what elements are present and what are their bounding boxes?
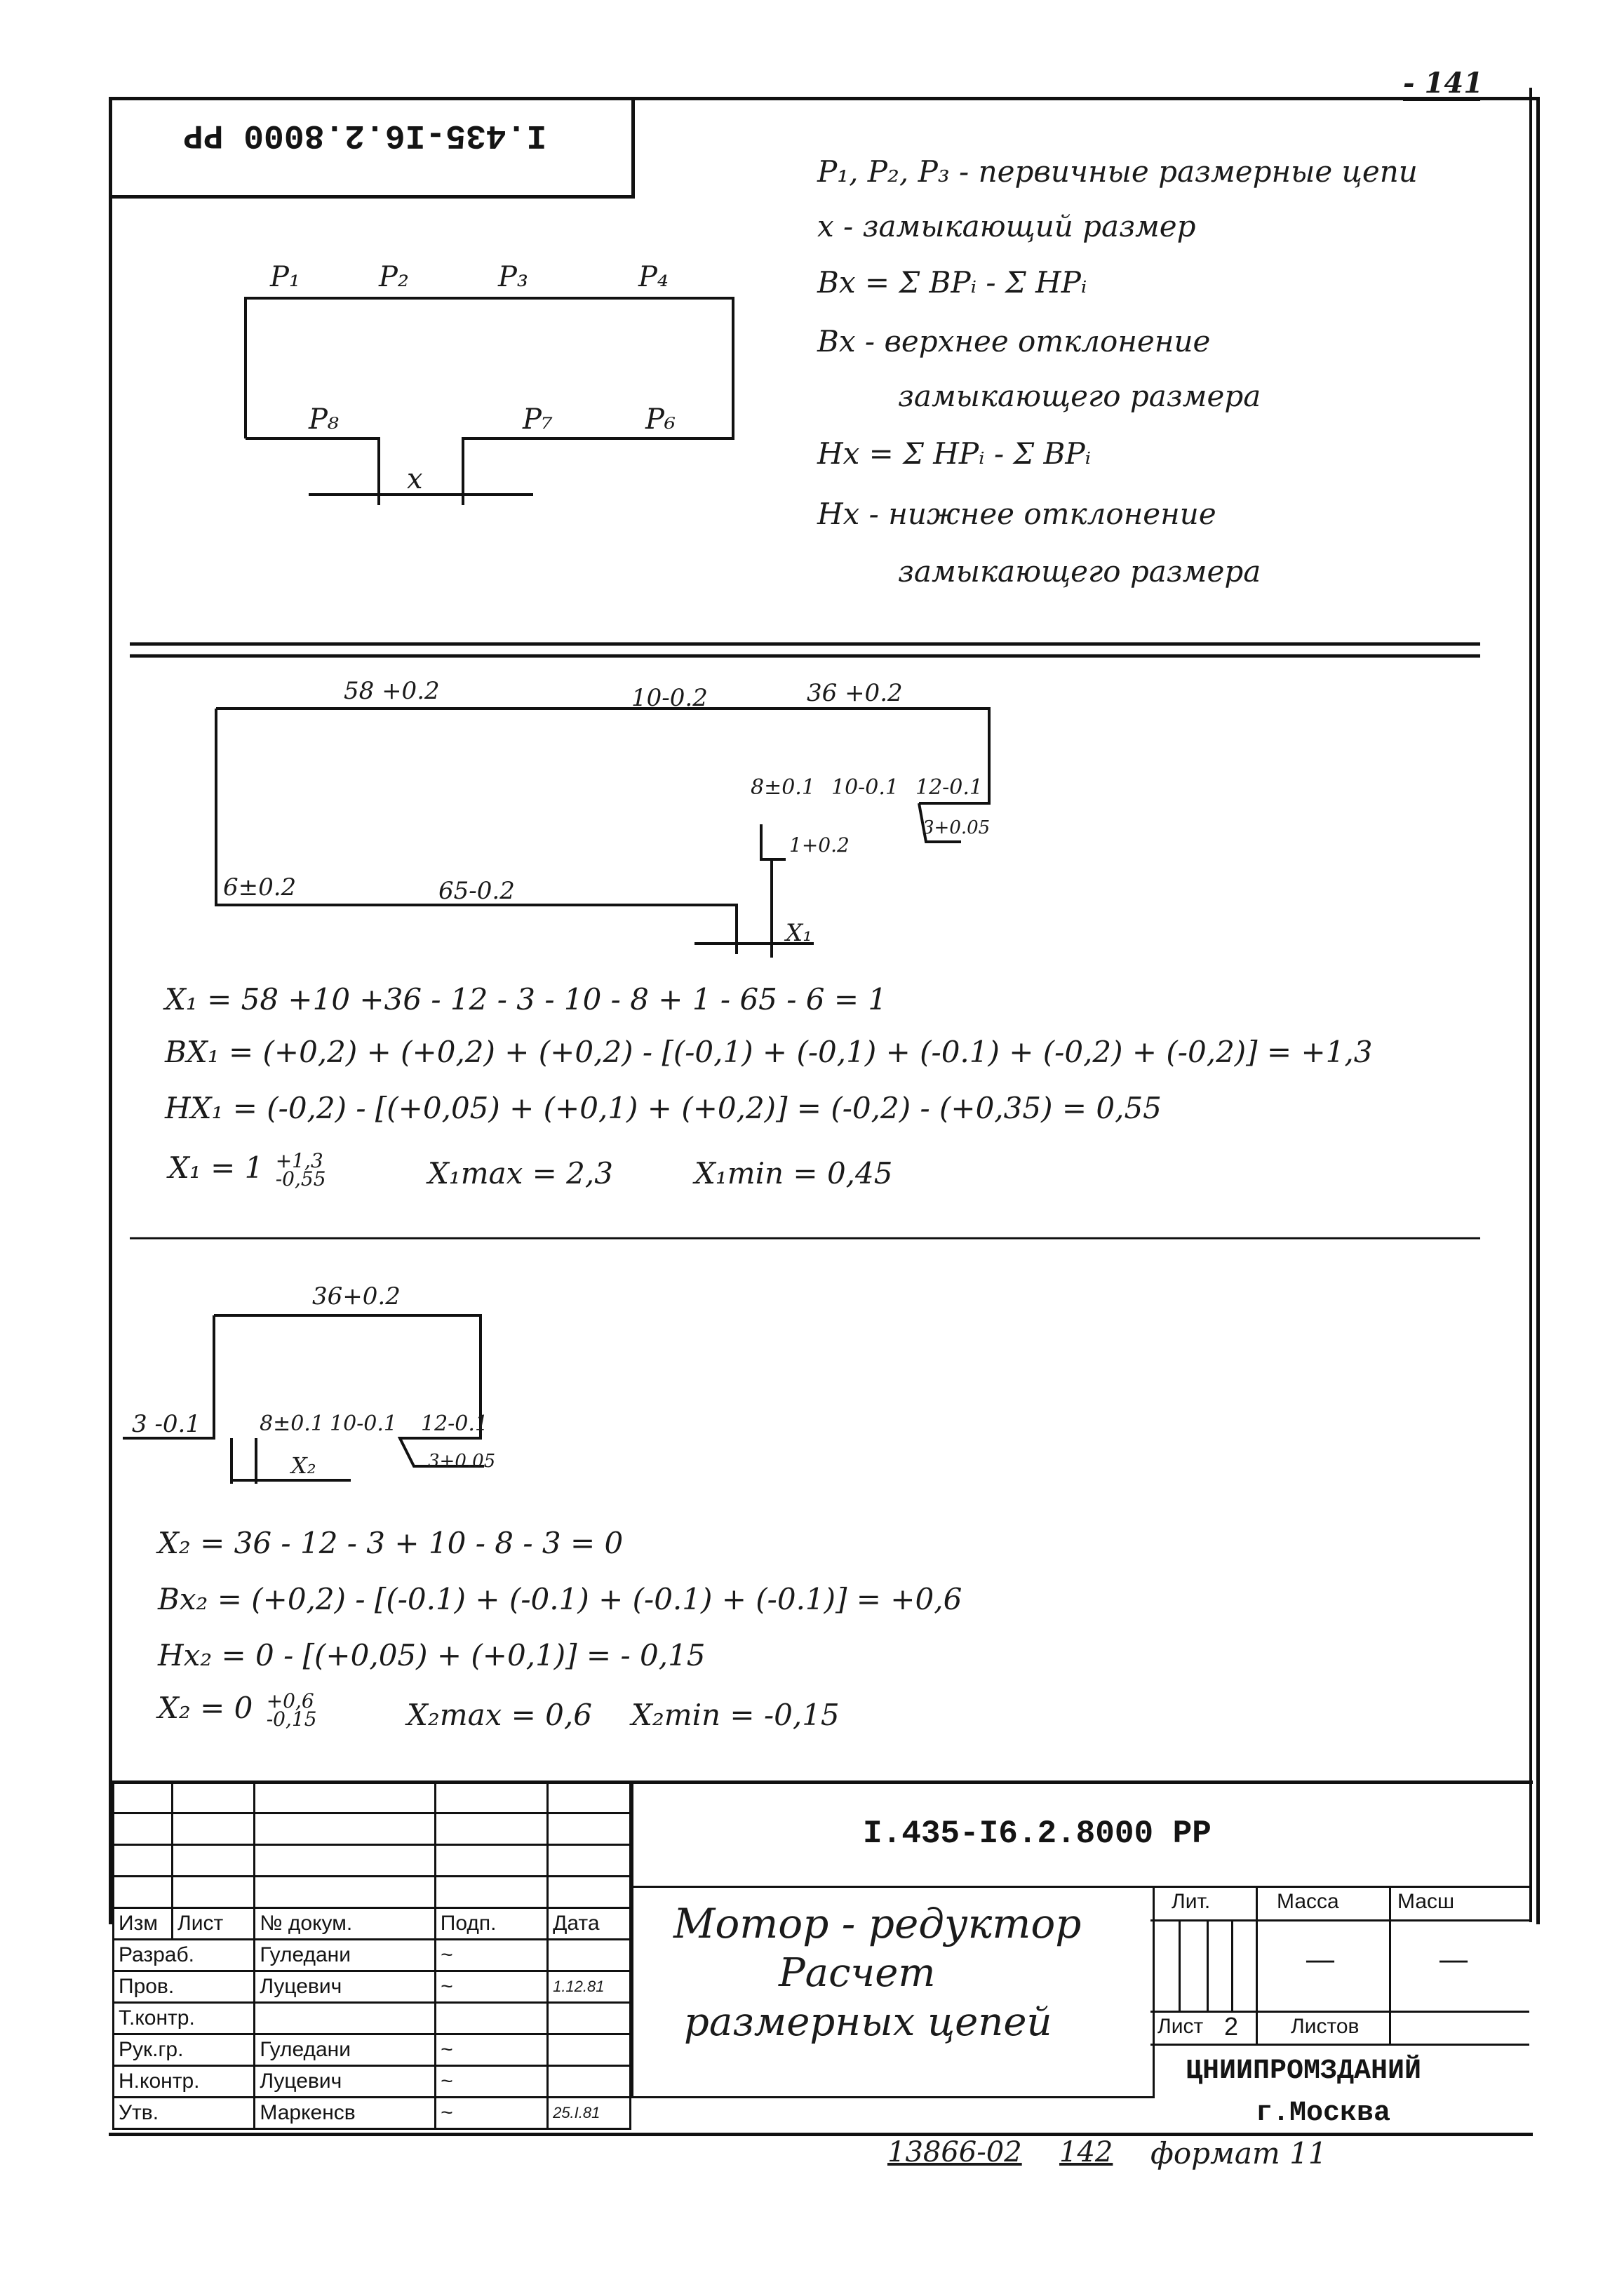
name-nkontr: Луцевич <box>255 2066 435 2098</box>
stamp-scale-val: — <box>1438 1942 1469 1978</box>
calc1-line-1: X₁ = 58 +10 +36 - 12 - 3 - 10 - 8 + 1 - 65 - 6 = 1 <box>165 982 887 1017</box>
stamp-lit-div2 <box>1207 1919 1209 2011</box>
row-nkontr: Н.контр. <box>114 2066 255 2098</box>
diag3-dim-4: 10-0.1 <box>330 1411 398 1436</box>
legend-line-6: Hx = Σ HPᵢ - Σ BPᵢ <box>817 436 1092 471</box>
col-doc: № докум. <box>255 1908 435 1940</box>
calc1-min: X₁min = 0,45 <box>694 1156 893 1191</box>
footer-format: формат 11 <box>1150 2136 1327 2171</box>
stamp-mass-val: — <box>1305 1942 1336 1978</box>
row-rukgr: Рук.гр. <box>114 2034 255 2066</box>
calc1-tolerance <box>168 1149 326 1191</box>
calc2-line-1: X₂ = 36 - 12 - 3 + 10 - 8 - 3 = 0 <box>158 1526 624 1560</box>
diag2-dim-9: 6±0.2 <box>223 873 297 901</box>
stamp-title-1: Мотор - редуктор <box>673 1900 1082 1947</box>
diag2-dim-4: 8±0.1 <box>751 775 815 800</box>
calc2-min: X₂min = -0,15 <box>631 1698 840 1732</box>
diag2-dim-2: 10-0.2 <box>631 684 708 712</box>
sign-razrab: ~ <box>435 1940 547 1971</box>
diag3-dim-6: 3+0.05 <box>428 1451 496 1472</box>
sign-prov: ~ <box>435 1971 547 2003</box>
calc2-tolerance <box>158 1691 317 1729</box>
legend-line-8: замыкающего размера <box>898 554 1261 589</box>
diag2-dim-6: 12-0.1 <box>915 775 984 800</box>
legend-line-4: Bx - верхнее отклонение <box>817 324 1211 358</box>
stamp-mass: Масса <box>1277 1890 1339 1913</box>
legend-line-7: Hx - нижнее отклонение <box>817 497 1216 531</box>
diag1-label-p3: P₃ <box>498 261 528 293</box>
row-razrab: Разраб. <box>114 1940 255 1971</box>
sign-nkontr: ~ <box>435 2066 547 2098</box>
legend-line-2: x - замыкающий размер <box>817 209 1196 243</box>
calc2-line-2: Bx₂ = (+0,2) - [(-0.1) + (-0.1) + (-0.1) + (-0.1)] = +0,6 <box>158 1582 962 1616</box>
row-tkontr: Т.контр. <box>114 2003 255 2034</box>
stamp-doc-code: I.435-I6.2.8000 PP <box>863 1816 1212 1852</box>
diag2-dim-10: 65-0.2 <box>438 877 515 905</box>
diag1-label-p4: P₄ <box>638 261 669 293</box>
stamp-org-2: г.Москва <box>1256 2098 1391 2129</box>
calc2-line-3: Hx₂ = 0 - [(+0,05) + (+0,1)] = - 0,15 <box>158 1638 706 1672</box>
calc1-line-3: HX₁ = (-0,2) - [(+0,05) + (+0,1) + (+0,2)] = (-0,2) - (+0,35) = 0,55 <box>165 1091 1162 1125</box>
stamp-lit-div1 <box>1179 1919 1181 2011</box>
diag1-label-p1: P₁ <box>270 261 300 293</box>
date-utv: 25.I.81 <box>548 2098 631 2129</box>
row-prov: Пров. <box>114 1971 255 2003</box>
footer-num: 142 <box>1059 2136 1113 2168</box>
stamp-lit: Лит. <box>1172 1890 1211 1913</box>
stamp-lit-div3 <box>1231 1919 1233 2011</box>
name-rukgr: Гуледани <box>255 2034 435 2066</box>
diag3-dim-5: 12-0.1 <box>421 1411 489 1436</box>
name-utv: Маркенсв <box>255 2098 435 2129</box>
diag2-dim-1: 58 +0.2 <box>344 677 440 705</box>
date-prov: 1.12.81 <box>548 1971 631 2003</box>
stamp-meta-div2 <box>1389 1886 1391 2044</box>
calc1-line-2: BX₁ = (+0,2) + (+0,2) + (+0,2) - [(-0,1) + (-0,1) + (-0.1) + (-0,2) + (-0,2)] = +1,3 <box>165 1035 1373 1069</box>
diag3-dim-2: 3 -0.1 <box>132 1410 201 1438</box>
top-code: I.435-I6.2.8000 PP <box>182 116 547 154</box>
calc2-tol-lower: -0,15 <box>266 1708 317 1731</box>
calc2-tol-upper: +0,6 <box>266 1689 314 1712</box>
stamp-title-3: размерных цепей <box>684 1999 1052 2045</box>
name-prov: Луцевич <box>255 1971 435 2003</box>
stamp-left-grid <box>112 1780 631 2130</box>
calc1-tol-upper: +1,3 <box>275 1149 323 1172</box>
stamp-sheets-label: Листов <box>1291 2015 1360 2038</box>
diag2-dim-7: 3+0.05 <box>922 817 991 838</box>
diag2-dim-8: 1+0.2 <box>789 833 850 857</box>
stamp-title-2: Расчет <box>779 1950 936 1996</box>
sign-rukgr: ~ <box>435 2034 547 2066</box>
sign-utv: ~ <box>435 2098 547 2129</box>
diag3-label-x2: X₂ <box>291 1452 316 1479</box>
col-izm: Изм <box>114 1908 173 1940</box>
calc2-max: X₂max = 0,6 <box>407 1698 592 1732</box>
legend-line-3: Bx = Σ BPᵢ - Σ HPᵢ <box>817 265 1087 300</box>
diag1-label-p8: P₈ <box>309 403 339 436</box>
col-sign: Подп. <box>435 1908 547 1940</box>
diag1-label-x: x <box>407 463 423 495</box>
page-number: - 141 <box>1403 67 1484 100</box>
col-list: Лист <box>173 1908 255 1940</box>
diag3-dim-1: 36+0.2 <box>312 1282 401 1310</box>
stamp-sheet-row <box>1150 2011 1529 2013</box>
stamp-meta-div1 <box>1256 1886 1258 2044</box>
stamp-org-1: ЦНИИПРОМЗДАНИЙ <box>1186 2055 1422 2087</box>
diag3-dim-3: 8±0.1 <box>260 1411 324 1436</box>
row-utv: Утв. <box>114 2098 255 2129</box>
calc1-tol-base: X₁ = 1 <box>168 1151 264 1185</box>
diag1-label-p2: P₂ <box>379 261 409 293</box>
diag2-label-x1: X₁ <box>786 919 812 947</box>
footer-code: 13866-02 <box>887 2136 1022 2168</box>
diag1-label-p6: P₆ <box>645 403 676 436</box>
diag1-label-p7: P₇ <box>523 403 553 436</box>
diag2-dim-3: 36 +0.2 <box>807 679 903 707</box>
legend-line-1: P₁, P₂, P₃ - первичные размерные цепи <box>817 154 1418 189</box>
col-date: Дата <box>548 1908 631 1940</box>
diag2-dim-5: 10-0.1 <box>831 775 899 800</box>
stamp-sheet-num: 2 <box>1224 2012 1239 2041</box>
calc1-tol-lower: -0,55 <box>275 1167 326 1191</box>
calc1-max: X₁max = 2,3 <box>428 1156 613 1191</box>
legend-line-5: замыкающего размера <box>898 379 1261 413</box>
stamp-sheet-label: Лист <box>1157 2015 1204 2038</box>
calc2-tol-base: X₂ = 0 <box>158 1691 253 1725</box>
name-razrab: Гуледани <box>255 1940 435 1971</box>
stamp-scale: Масш <box>1397 1890 1455 1913</box>
